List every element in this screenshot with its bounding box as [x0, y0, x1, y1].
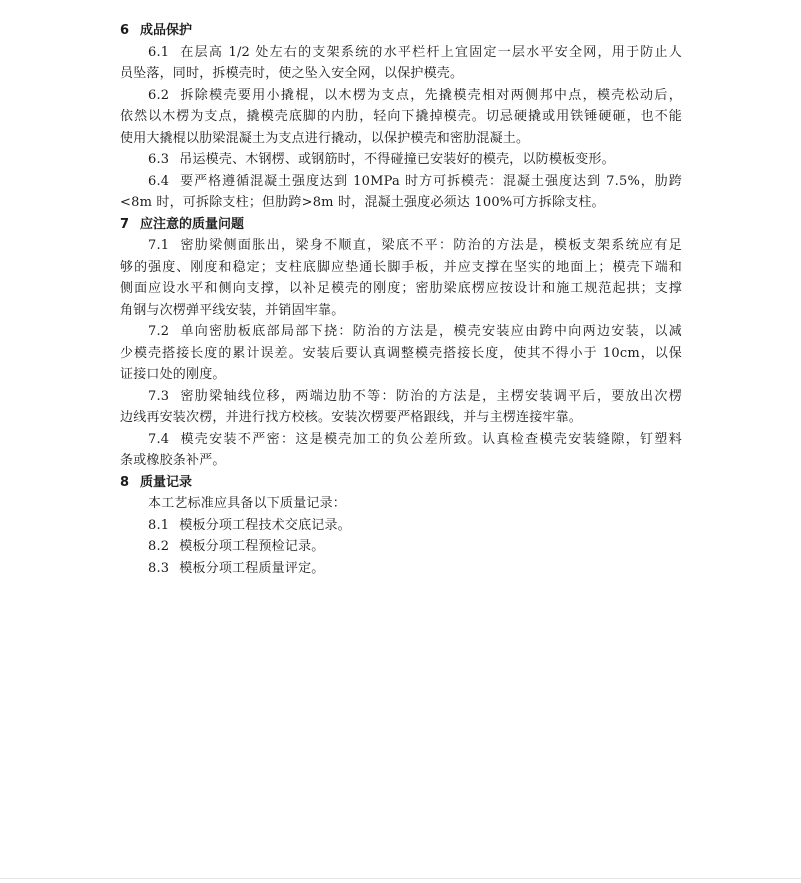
- record-text: 模板分项工程预检记录。: [179, 539, 325, 554]
- clause-number: 7.4: [148, 431, 170, 447]
- clause-text-line: 在层高 1/2 处左右的支架系统的水平栏杆上宜固定一层水平安全网，用于防止人: [179, 44, 682, 60]
- section-title: 质量记录: [140, 474, 193, 490]
- section-title: 成品保护: [140, 23, 193, 38]
- record-item-8-3: [120, 558, 682, 580]
- record-item-8-1: [120, 515, 682, 537]
- section-heading-8: [120, 472, 682, 494]
- clause-text-line: 拆除模壳要用小撬棍，以木楞为支点，先撬模壳相对两侧邦中点，模壳松动后，: [179, 87, 682, 103]
- clause-text-line: 角钢与次楞弹平线安装，并销固牢靠。: [120, 302, 345, 318]
- record-item-8-2: [120, 536, 682, 558]
- record-text: 模板分项工程质量评定。: [179, 560, 325, 576]
- clause-number: 8.2: [148, 539, 170, 554]
- section-number: 8: [120, 474, 130, 490]
- record-text: 模板分项工程技术交底记录。: [179, 517, 351, 533]
- clause-text-line: 证接口处的刚度。: [120, 367, 226, 382]
- section-number: 7: [120, 216, 130, 232]
- section-heading-6: [120, 20, 682, 42]
- clause-7-2: [120, 321, 682, 386]
- section-heading-7: [120, 214, 682, 236]
- clause-number: 6.1: [148, 44, 170, 60]
- clause-text-line: 密肋梁侧面胀出，梁身不顺直，梁底不平：防治的方法是，模板支架系统应有足: [179, 238, 682, 253]
- clause-6-2: [120, 85, 682, 150]
- clause-text-line: 要严格遵循混凝土强度达到 10MPa 时方可拆模壳：混凝土强度达到 7.5%，肋跨: [179, 173, 682, 189]
- clause-number: 6.3: [148, 152, 170, 167]
- clause-text-line: 依然以木楞为支点，撬模壳底脚的内肋，轻向下撬掉模壳。切忌硬撬或用铁锤硬砸，也不能: [120, 109, 682, 124]
- clause-number: 7.2: [148, 324, 170, 339]
- clause-text-line: 吊运模壳、木钢楞、或钢筋时，不得碰撞已安装好的模壳，以防模板变形。: [179, 152, 615, 167]
- clause-text-line: 密肋梁轴线位移，两端边肋不等：防治的方法是，主楞安装调平后，要放出次楞: [179, 388, 682, 404]
- clause-text-line: 够的强度、刚度和稳定；支柱底脚应垫通长脚手板，并应支撑在坚实的地面上；模壳下端和: [120, 259, 682, 275]
- clause-text-line: 少模壳搭接长度的累计误差。安装后要认真调整模壳搭接长度，使其不得小于 10cm，以保: [120, 345, 682, 361]
- clause-7-4: [120, 429, 682, 472]
- section-intro: 本工艺标准应具备以下质量记录：: [148, 496, 347, 511]
- clause-text-line: 单向密肋板底部局部下挠：防治的方法是，模壳安装应由跨中向两边安装，以减: [179, 324, 682, 339]
- section-title: 应注意的质量问题: [140, 216, 245, 232]
- clause-text-line: 条或橡胶条补严。: [120, 453, 226, 468]
- clause-number: 7.3: [148, 388, 170, 404]
- clause-number: 8.3: [148, 560, 170, 576]
- clause-7-1: [120, 235, 682, 321]
- clause-number: 8.1: [148, 517, 170, 533]
- clause-number: 6.4: [148, 173, 170, 189]
- clause-text-line: 侧面应设水平和侧向支撑，以补足模壳的刚度；密肋梁底楞应按设计和施工规范起拱；支撑: [120, 281, 682, 296]
- clause-text-line: 模壳安装不严密：这是模壳加工的负公差所致。认真检查模壳安装缝隙，钉塑料: [179, 431, 682, 447]
- clause-6-4: [120, 171, 682, 214]
- page-bottom-divider: [0, 878, 801, 879]
- clause-7-3: [120, 386, 682, 429]
- clause-text-line: 员坠落，同时，拆模壳时，使之坠入安全网，以保护模壳。: [120, 66, 464, 81]
- section-number: 6: [120, 23, 130, 38]
- document-body: [120, 20, 682, 579]
- clause-text-line: <8m 时，可拆除支柱；但肋跨>8m 时，混凝土强度必须达 100%可方拆除支柱。: [120, 195, 605, 210]
- clause-6-3: [120, 149, 682, 171]
- clause-number: 6.2: [148, 87, 170, 103]
- clause-number: 7.1: [148, 238, 170, 253]
- clause-6-1: [120, 42, 682, 85]
- clause-text-line: 使用大撬棍以肋梁混凝土为支点进行撬动，以保护模壳和密肋混凝土。: [120, 130, 530, 146]
- clause-text-line: 边线再安装次楞，并进行找方校核。安装次楞要严格跟线，并与主楞连接牢靠。: [120, 410, 583, 425]
